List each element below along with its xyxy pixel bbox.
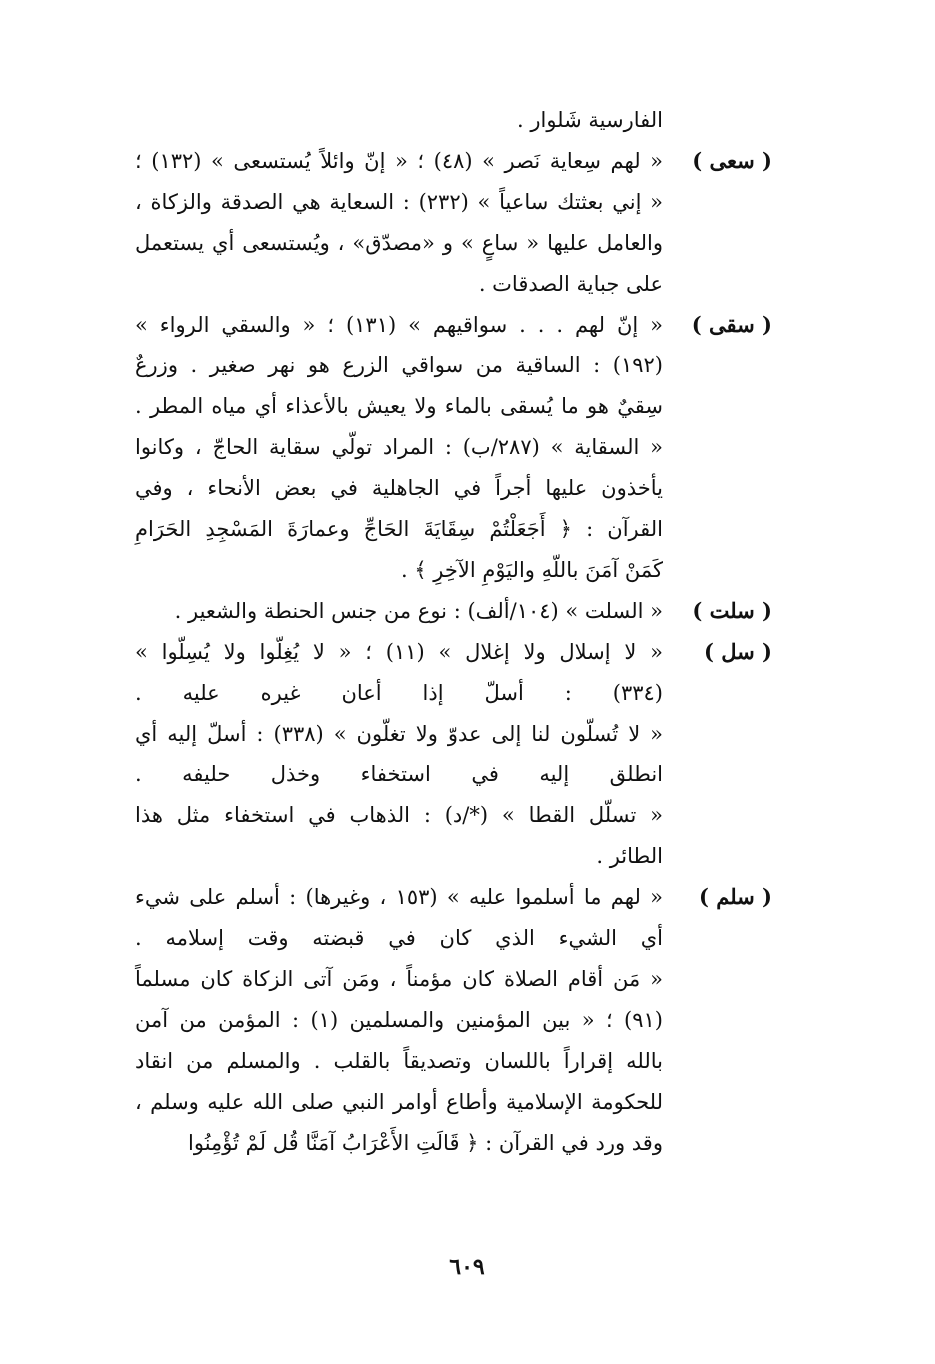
text-line: يأخذون عليها أجراً في الجاهلية في بعض الأنحاء ، وفي [135,476,663,501]
text-line: (١٩٢) : الساقية من سواقي الزرع هو نهر صغير . وزرعٌ [135,353,663,378]
text-line: « لهم ما أسلموا عليه » (١٥٣ ، وغيرها) : أسلم على شيء [135,885,663,910]
entry-headword: ( سل ) [704,638,772,664]
text-line: « إنّ لهم . . . سواقيهم » (١٣١) ؛ « والسقي الرواء » [135,312,663,337]
entry-headword: ( سقى ) [691,311,772,337]
text-line: والعامل عليها « ساعٍ » و «مصدّق» ، ويُستسعى أي يستعمل [135,230,663,255]
text-line: « تسلّل القطا » (*/د) : الذهاب في استخفاء مثل هذا [135,803,663,828]
text-line: وقد ورد في القرآن : ﴿ قَالَتِ الأَعْرَابُ آمَنَّا قُل لَمْ تُؤْمِنُوا [188,1130,663,1155]
text-line: الطائر . [596,844,663,869]
text-line: بالله إقراراً باللسان وتصديقاً بالقلب . والمسلم من انقاد [135,1048,663,1073]
text-line: على جباية الصدقات . [478,271,663,296]
text-line: (٣٣٤) : أسلّ إذا أعان غيره عليه . [135,680,663,705]
text-line: (٩١) ؛ « بين المؤمنين والمسلمين (١) : المؤمن من آمن [135,1007,663,1032]
text-line: « السقاية » (٢٨٧/ب) : المراد تولّي سقاية الحاجّ ، وكانوا [135,435,663,460]
text-line: أي الشيء الذي كان في قبضته وقت إسلامه . [135,926,663,950]
text-line: « مَن أقام الصلاة كان مؤمناً ، ومَن آتى الزكاة كان مسلماً [135,966,663,991]
text-line: انطلق إليه في استخفاء وخذل حليفه . [135,762,663,787]
text-line: كَمَنْ آمَنَ باللّهِ واليَوْمِ الآخِرِ ﴾ . [400,557,663,582]
page-number: ٦٠٩ [449,1254,485,1280]
text-line: « لا إسلال ولا إغلال » (١١) ؛ « لا يُغِلّوا ولا يُسِلّوا » [135,639,664,664]
entry-headword: ( سعى ) [692,147,772,173]
text-line: « السلت » (١٠٤/ألف) : نوع من جنس الحنطة والشعير . [174,598,663,623]
entry-headword: ( سلم ) [698,884,772,910]
text-line: سِقيٌ هو ما يُسقى بالماء ولا يعيش بالأعذاء أي مياه المطر . [135,394,663,419]
text-line: « لا تُسلّون لنا إلى عدوّ ولا تغلّون » (٣٣٨) : أسلّ إليه أي [135,721,664,746]
text-line: للحكومة الإسلامية وأطاع أوامر النبي صلى الله عليه وسلم ، [135,1089,663,1114]
text-line: الفارسية شَلوار . [517,108,663,132]
text-line: القرآن : ﴿ أَجَعَلْتُمْ سِقَايَةَ الحَاجِّ وعمارَةَ المَسْجِدِ الحَرَامِ [135,517,663,541]
text-line: « لهم سِعاية نَصر » (٤٨) ؛ « إنّ وائلاً يُستسعى » (١٣٢) ؛ [135,148,664,173]
entry-headword: ( سلت ) [692,597,772,623]
text-line: « إني بعثتك ساعياً » (٢٣٢) : السعاية هي الصدقة والزكاة ، [135,189,663,214]
